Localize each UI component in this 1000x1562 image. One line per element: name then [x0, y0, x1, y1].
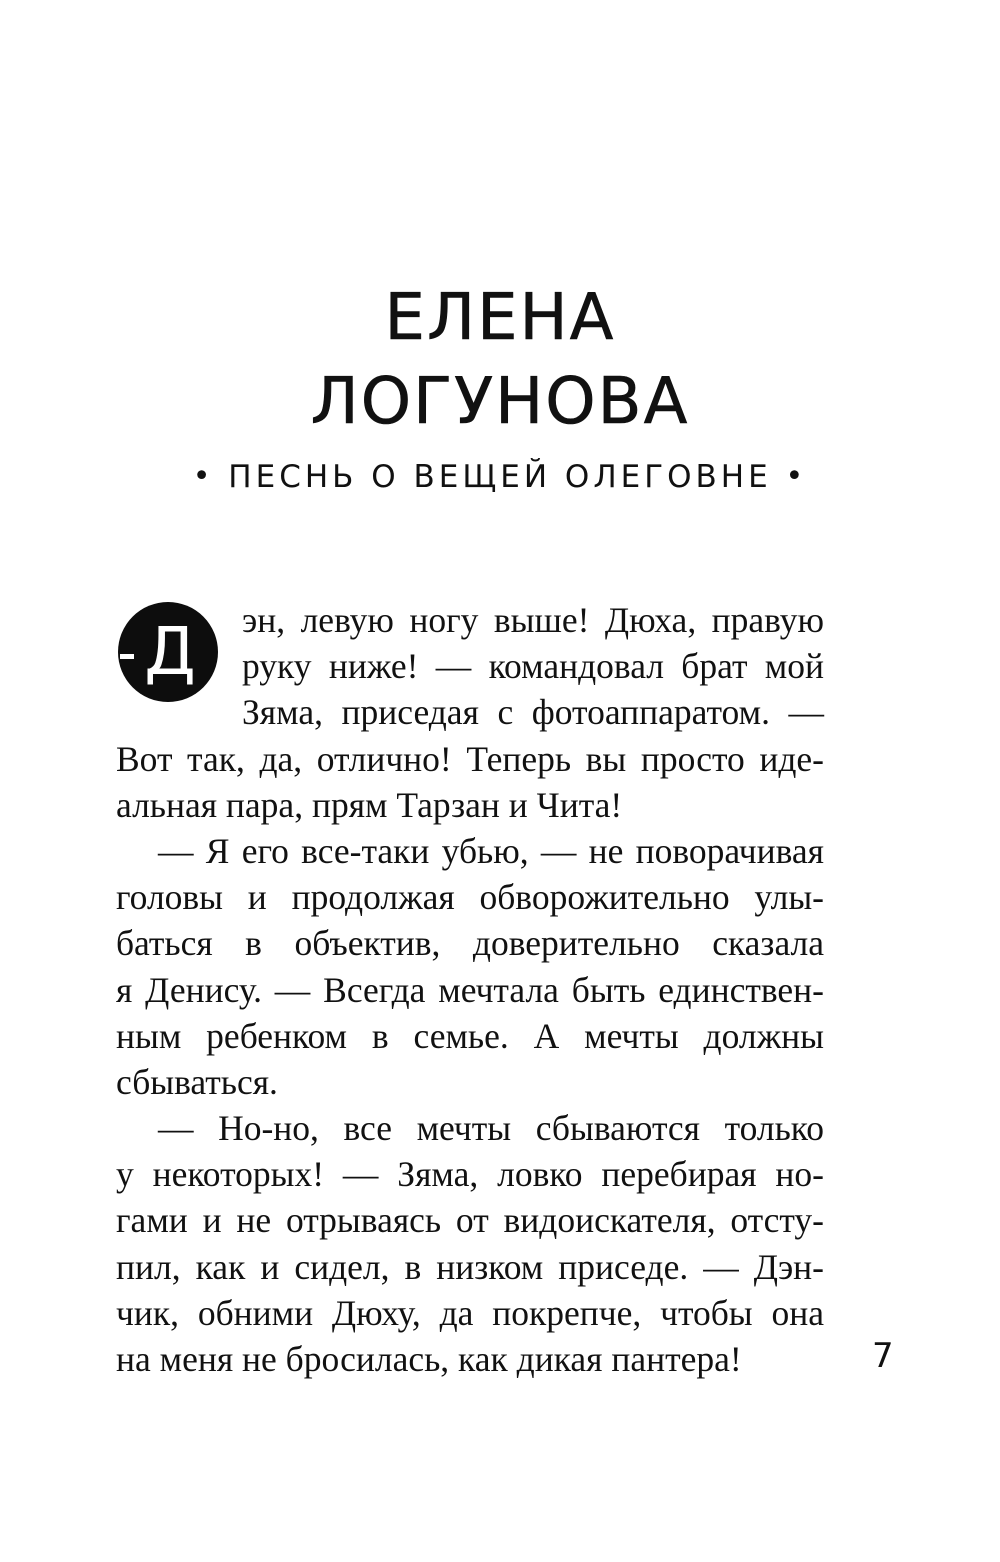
text-line: у некоторых! — Зяма, ловко перебирая но-: [116, 1154, 824, 1195]
text-line: руку ниже! — командовал брат мой: [242, 646, 824, 687]
body-text: [116, 597, 824, 1382]
text-line: ным ребенком в семье. А мечты должны: [116, 1015, 824, 1056]
bullet-right-icon: •: [785, 459, 808, 494]
text-line: альная пара, прям Тарзан и Чита!: [116, 784, 623, 825]
author-first-name: ЕЛЕНА: [384, 281, 616, 355]
text-line: головы и продолжая обворожительно улы-: [116, 877, 824, 918]
text-line: пил, как и сидел, в низком приседе. — Дэн-: [116, 1246, 824, 1287]
text-line: эн, левую ногу выше! Дюха, правую: [242, 600, 824, 640]
page-number: 7: [872, 1336, 894, 1376]
text-line: сбываться.: [116, 1061, 278, 1102]
text-line: Зяма, приседая с фотоаппаратом. —: [242, 692, 824, 733]
author-last-name: ЛОГУНОВА: [310, 365, 690, 439]
drop-cap-letter: Д: [118, 602, 218, 702]
text-line: я Денису. — Всегда мечтала быть единствен-: [116, 969, 824, 1010]
text-line: — Но-но, все мечты сбываются только: [158, 1108, 824, 1149]
text-line: баться в объектив, доверительно сказала: [116, 923, 824, 964]
text-line: чик, обними Дюху, да покрепче, чтобы она: [116, 1292, 824, 1333]
bullet-left-icon: •: [192, 459, 215, 494]
subtitle-text: ПЕСНЬ О ВЕЩЕЙ ОЛЕГОВНЕ: [228, 459, 772, 495]
text-line: — Я его все-таки убью, — не поворачивая: [158, 830, 824, 871]
text-line: Вот так, да, отлично! Теперь вы просто иде-: [116, 738, 824, 779]
text-line: на меня не бросилась, как дикая пантера!: [116, 1339, 742, 1379]
book-subtitle: [0, 459, 1000, 495]
text-line: гами и не отрываясь от видоискателя, отсту-: [116, 1200, 824, 1241]
